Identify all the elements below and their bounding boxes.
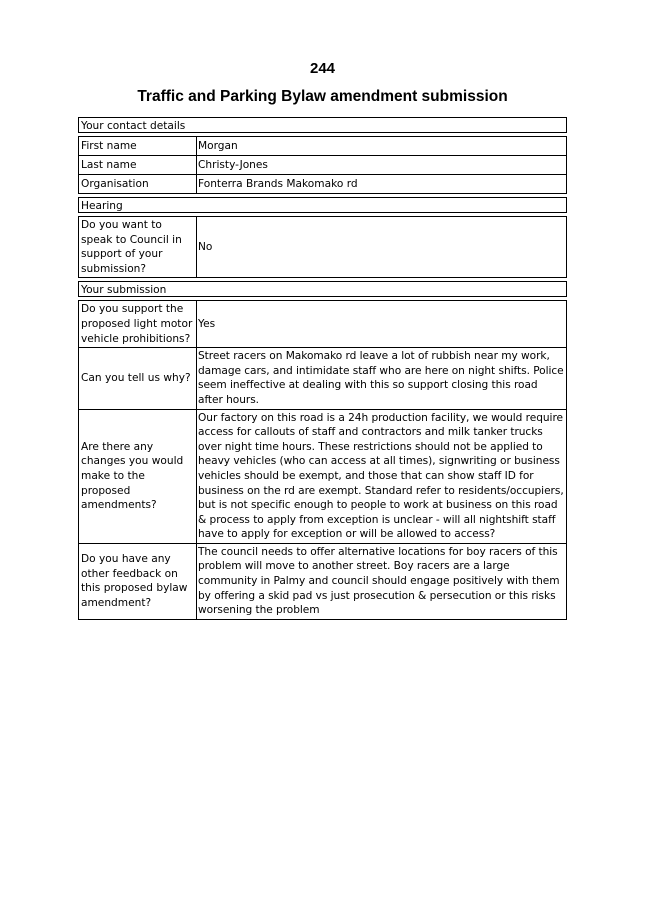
speak-question: Do you want to speak to Council in support of your submission? [79, 217, 197, 277]
row-feedback [78, 544, 567, 620]
speak-answer: No [198, 240, 213, 253]
organisation-label: Organisation [79, 175, 197, 193]
changes-answer: Our factory on this road is a 24h production facility, we would require access for callouts of staff and contractors and milk tanker trucks over night time hours. These restrictions should not be applied to heavy vehicles (who can access at all times), signwriting or business vehicles should be exempt, and those that can show staff ID for business on the rd are exempt. Standard refer to residents/occupiers, but is not specific enough to people to work at business on this road & process to apply from exception is unclear - will all nightshift staff have to apply for exception or will be allowed to access? [198, 411, 564, 541]
support-question: Do you support the proposed light motor vehicle prohibitions? [79, 301, 197, 347]
section-contact-details: Your contact details [78, 117, 567, 133]
feedback-answer: The council needs to offer alternative locations for boy racers of this problem will move to another street. Boy racers are a large community in Palmy and council should engage positively with them by offering a skid pad vs just prosecution & persecution or this risks worsening the problem [198, 545, 560, 617]
submission-form [78, 117, 567, 620]
last-name-label: Last name [79, 156, 197, 174]
first-name-label: First name [79, 137, 197, 155]
row-last-name [78, 156, 567, 175]
first-name-value: Morgan [198, 139, 238, 152]
section-your-submission: Your submission [78, 281, 567, 297]
row-speak-to-council [78, 216, 567, 278]
support-answer: Yes [198, 317, 216, 330]
why-answer: Street racers on Makomako rd leave a lot of rubbish near my work, damage cars, and intimidate staff who are here on night shifts. Police seem ineffective at dealing with this so support closing this road after hours. [198, 350, 564, 406]
row-why [78, 348, 567, 409]
feedback-question: Do you have any other feedback on this proposed bylaw amendment? [79, 544, 197, 619]
section-hearing: Hearing [78, 197, 567, 213]
document-title: Traffic and Parking Bylaw amendment submission [137, 88, 508, 105]
changes-question: Are there any changes you would make to the proposed amendments? [79, 410, 197, 543]
row-first-name [78, 136, 567, 156]
organisation-value: Fonterra Brands Makomako rd [198, 177, 358, 190]
last-name-value: Christy-Jones [198, 158, 268, 171]
row-support [78, 300, 567, 348]
why-question: Can you tell us why? [79, 348, 197, 408]
row-changes [78, 410, 567, 544]
page-number: 244 [309, 60, 336, 77]
row-organisation [78, 175, 567, 194]
